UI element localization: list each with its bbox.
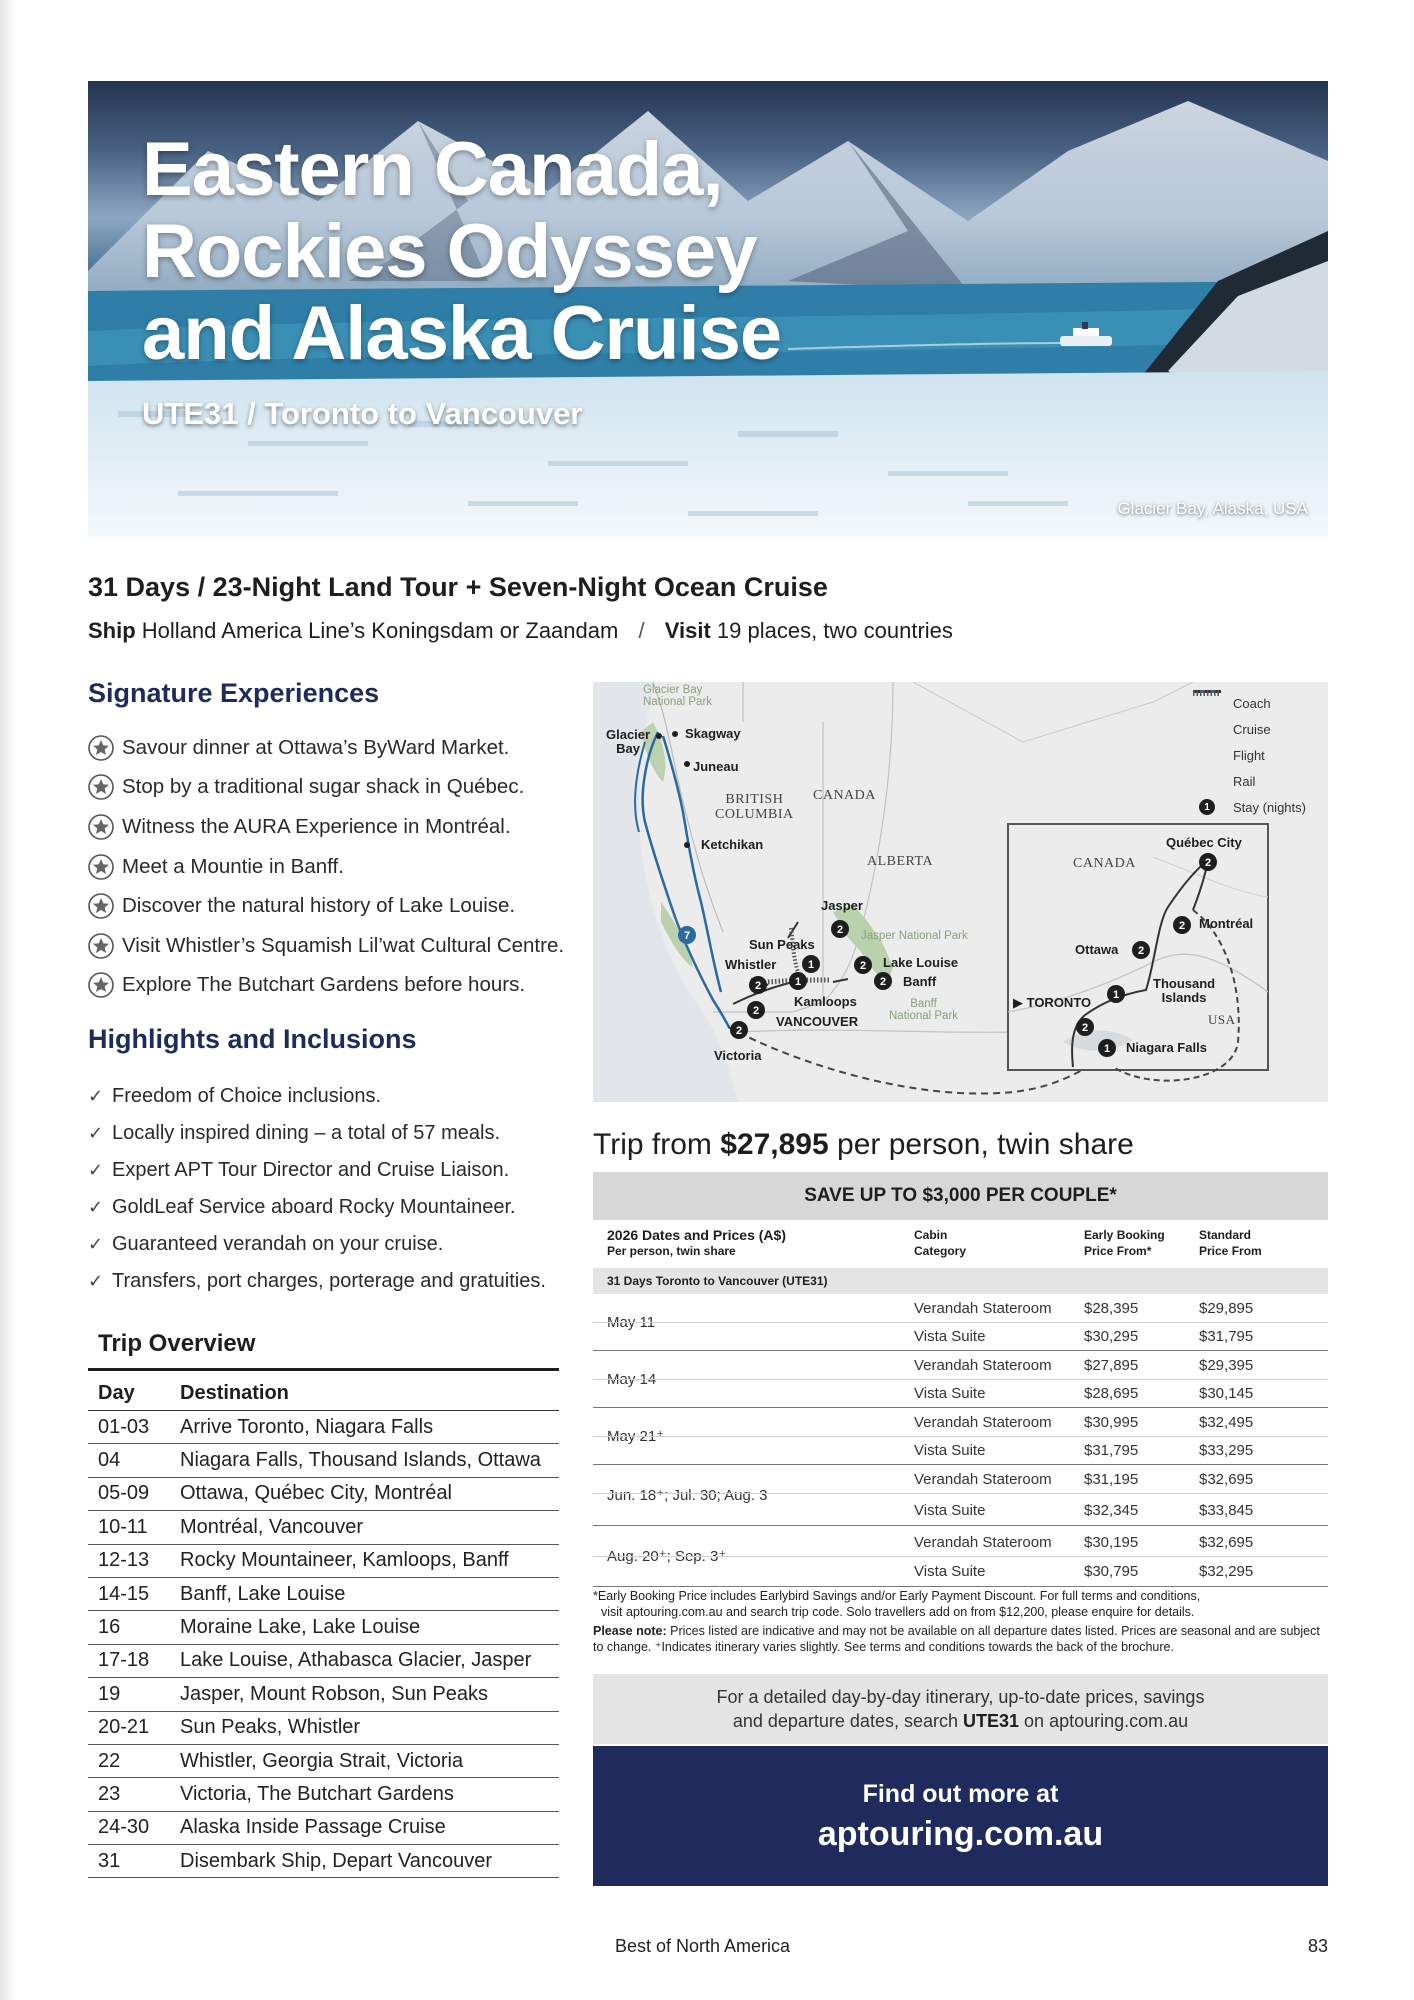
list-item <box>88 886 564 926</box>
legend-cruise <box>1193 716 1306 742</box>
vancouver-label: VANCOUVER <box>776 1014 859 1029</box>
day-cell: 01-03 <box>88 1411 170 1444</box>
save-banner: SAVE UP TO $3,000 PER COUPLE* <box>593 1172 1328 1220</box>
departure-date: Jun. 18⁺; Jul. 30; Aug. 3 <box>607 1487 768 1504</box>
table-row <box>593 1322 1328 1350</box>
destination-cell: Disembark Ship, Depart Vancouver <box>170 1845 559 1878</box>
header-standard <box>1199 1227 1262 1259</box>
day-cell: 17-18 <box>88 1644 170 1677</box>
early-price-cell: $28,395 <box>1084 1299 1139 1317</box>
list-item <box>88 1263 546 1300</box>
cta-website-link[interactable]: aptouring.com.au <box>817 1815 1104 1853</box>
header-subtext: Price From <box>1199 1244 1262 1258</box>
visit-count: 19 places, two countries <box>716 618 953 643</box>
day-cell: 24-30 <box>88 1811 170 1844</box>
standard-price-cell: $30,145 <box>1199 1384 1254 1402</box>
legend-label: Flight <box>1233 747 1265 763</box>
list-item <box>88 966 564 1006</box>
destination-cell: Ottawa, Québec City, Montréal <box>170 1477 559 1510</box>
destination-cell: Alaska Inside Passage Cruise <box>170 1811 559 1844</box>
place-label-line: Bay <box>616 741 640 756</box>
table-row <box>593 1528 1328 1557</box>
header-cabin <box>914 1227 966 1259</box>
destination-cell: Lake Louise, Athabasca Glacier, Jasper <box>170 1644 559 1677</box>
detail-line-2-prefix: and departure dates, search <box>732 1711 958 1731</box>
stay-badge-jasper: 2 <box>836 924 844 936</box>
cabin-cell: Vista Suite <box>914 1562 986 1580</box>
table-row <box>88 1444 559 1477</box>
trip-title <box>142 129 1042 375</box>
highlight-text: GoldLeaf Service aboard Rocky Mountaineer. <box>112 1196 516 1218</box>
departure-group <box>593 1408 1328 1465</box>
fine-print-label: Please note: <box>593 1624 667 1638</box>
standard-price-cell: $29,395 <box>1199 1356 1254 1374</box>
detail-search-box <box>593 1674 1328 1744</box>
list-item <box>88 1078 546 1115</box>
cabin-cell: Verandah Stateroom <box>914 1470 1052 1488</box>
table-row <box>593 1379 1328 1407</box>
map-legend <box>1193 690 1306 820</box>
early-price-cell: $32,345 <box>1084 1501 1139 1519</box>
star-badge-icon <box>88 774 114 800</box>
cta-line-1: Find out more at <box>862 1780 1059 1808</box>
star-badge-icon <box>88 933 114 959</box>
departure-group <box>593 1294 1328 1351</box>
departure-group <box>593 1526 1328 1587</box>
trip-overview-heading: Trip Overview <box>98 1330 256 1357</box>
highlight-text: Freedom of Choice inclusions. <box>112 1085 382 1107</box>
departure-date: May 21⁺ <box>607 1428 665 1445</box>
table-header-row <box>88 1376 559 1411</box>
lake-louise-label: Lake Louise <box>883 955 959 970</box>
destination-cell: Montréal, Vancouver <box>170 1511 559 1544</box>
cabin-cell: Vista Suite <box>914 1384 986 1402</box>
standard-price-cell: $32,695 <box>1199 1470 1254 1488</box>
detail-line-1: For a detailed day-by-day itinerary, up-to-date prices, savings <box>716 1687 1205 1707</box>
price-amount: $27,895 <box>720 1128 829 1161</box>
inset-canada-label: CANADA <box>1073 856 1136 871</box>
standard-price-cell: $32,495 <box>1199 1413 1254 1431</box>
destination-cell: Sun Peaks, Whistler <box>170 1711 559 1744</box>
rail-line-icon <box>1193 690 1221 696</box>
stay-badge-victoria: 2 <box>735 1025 743 1037</box>
canada-label: CANADA <box>813 788 876 803</box>
departure-date: May 11 <box>607 1313 656 1331</box>
banff-label: Banff <box>903 974 937 989</box>
table-row <box>88 1811 559 1844</box>
list-item <box>88 847 564 887</box>
detail-trip-code: UTE31 <box>963 1711 1020 1731</box>
destination-cell: Rocky Mountaineer, Kamloops, Banff <box>170 1544 559 1577</box>
whistler-label: Whistler <box>725 957 777 972</box>
highlights-list <box>88 1078 546 1300</box>
table-row <box>88 1511 559 1544</box>
day-cell: 14-15 <box>88 1577 170 1610</box>
list-item <box>88 807 564 847</box>
list-item <box>88 768 564 808</box>
day-cell: 10-11 <box>88 1511 170 1544</box>
place-label-line: Glacier <box>606 727 651 742</box>
destination-cell: Victoria, The Butchart Gardens <box>170 1778 559 1811</box>
signature-text: Visit Whistler’s Squamish Lil’wat Cultural Centre. <box>122 933 565 957</box>
header-text: 2026 Dates and Prices (A$) <box>607 1227 786 1243</box>
glacier-bay-park-label <box>643 684 712 708</box>
table-row <box>593 1408 1328 1437</box>
standard-price-cell: $32,695 <box>1199 1533 1254 1551</box>
stay-badge-banff: 2 <box>879 976 887 988</box>
sun-peaks-label: Sun Peaks <box>749 937 815 952</box>
thousand-islands-label <box>1153 977 1215 1005</box>
legend-label: Stay (nights) <box>1233 799 1306 815</box>
departure-group <box>593 1465 1328 1526</box>
day-cell: 23 <box>88 1778 170 1811</box>
legend-rail <box>1193 768 1306 794</box>
star-badge-icon <box>88 854 114 880</box>
table-row <box>593 1557 1328 1585</box>
early-price-cell: $30,795 <box>1084 1562 1139 1580</box>
cabin-cell: Verandah Stateroom <box>914 1356 1052 1374</box>
legend-label: Rail <box>1233 773 1256 789</box>
check-icon: ✓ <box>88 1271 104 1291</box>
place-label-line: Islands <box>1161 990 1207 1005</box>
fine-print-text: *Early Booking Price includes Earlybird Savings and/or Early Payment Discount. For full terms and conditions, <box>593 1589 1201 1603</box>
cabin-cell: Vista Suite <box>914 1327 986 1345</box>
highlight-text: Locally inspired dining – a total of 57 meals. <box>112 1122 501 1144</box>
table-row <box>593 1465 1328 1494</box>
col-destination-header: Destination <box>170 1376 559 1411</box>
day-cell: 31 <box>88 1845 170 1878</box>
cabin-cell: Verandah Stateroom <box>914 1413 1052 1431</box>
day-cell: 16 <box>88 1611 170 1644</box>
find-out-more-banner[interactable] <box>593 1746 1328 1886</box>
juneau-label: Juneau <box>693 759 739 774</box>
standard-price-cell: $29,895 <box>1199 1299 1254 1317</box>
legend-label: Coach <box>1233 695 1271 711</box>
price-suffix: per person, twin share <box>837 1128 1134 1161</box>
stay-badge-lake-louise: 2 <box>859 960 867 972</box>
check-icon: ✓ <box>88 1234 104 1254</box>
stay-badge-kamloops: 1 <box>794 976 802 988</box>
kamloops-label: Kamloops <box>794 994 857 1009</box>
day-cell: 05-09 <box>88 1477 170 1510</box>
header-subtext: Per person, twin share <box>607 1244 736 1258</box>
fine-print-note <box>593 1623 1328 1655</box>
list-item <box>88 926 564 966</box>
check-icon: ✓ <box>88 1086 104 1106</box>
star-badge-icon <box>88 735 114 761</box>
highlight-text: Guaranteed verandah on your cruise. <box>112 1233 444 1255</box>
british-columbia-label <box>715 792 794 822</box>
region-label-line: BRITISH <box>725 792 784 807</box>
stay-badge-whistler: 2 <box>754 980 762 992</box>
destination-cell: Banff, Lake Louise <box>170 1577 559 1610</box>
early-price-cell: $27,895 <box>1084 1356 1139 1374</box>
montreal-label: Montréal <box>1199 916 1254 931</box>
header-text: Cabin <box>914 1228 948 1242</box>
place-label-line: Thousand <box>1153 976 1216 991</box>
list-item <box>88 728 564 768</box>
stay-badge-sun-peaks: 1 <box>807 959 815 971</box>
quebec-city-label: Québec City <box>1166 835 1242 850</box>
stay-badge-ottawa: 2 <box>1137 945 1145 957</box>
destination-cell: Moraine Lake, Lake Louise <box>170 1611 559 1644</box>
ship-visit-line <box>88 618 953 644</box>
jasper-park-label: Jasper National Park <box>861 930 968 942</box>
highlight-text: Expert APT Tour Director and Cruise Liaison. <box>112 1159 510 1181</box>
usa-label: USA <box>1208 1012 1236 1027</box>
header-dates <box>607 1227 786 1259</box>
header-subtext: Price From* <box>1084 1244 1152 1258</box>
destination-cell: Niagara Falls, Thousand Islands, Ottawa <box>170 1444 559 1477</box>
niagara-falls-label: Niagara Falls <box>1126 1040 1207 1055</box>
signature-experiences-list <box>88 728 564 1005</box>
table-row <box>88 1544 559 1577</box>
table-row <box>88 1678 559 1711</box>
day-cell: 04 <box>88 1444 170 1477</box>
stay-badge-vancouver: 2 <box>752 1005 760 1017</box>
ketchikan-label: Ketchikan <box>701 837 764 852</box>
star-badge-icon <box>88 893 114 919</box>
ship-name: Holland America Line’s Koningsdam or Zaandam <box>141 618 619 643</box>
table-row <box>88 1477 559 1510</box>
table-row <box>88 1845 559 1878</box>
destination-cell: Arrive Toronto, Niagara Falls <box>170 1411 559 1444</box>
cabin-cell: Vista Suite <box>914 1441 986 1459</box>
day-cell: 19 <box>88 1678 170 1711</box>
signature-text: Witness the AURA Experience in Montréal. <box>122 814 511 838</box>
early-price-cell: $31,195 <box>1084 1470 1139 1488</box>
signature-text: Meet a Mountie in Banff. <box>122 854 344 878</box>
day-cell: 20-21 <box>88 1711 170 1744</box>
price-prefix: Trip from <box>593 1128 712 1161</box>
table-row <box>88 1611 559 1644</box>
list-item <box>88 1226 546 1263</box>
table-row <box>88 1644 559 1677</box>
departure-date: Aug. 20⁺; Sep. 3⁺ <box>607 1548 727 1565</box>
list-item <box>88 1152 546 1189</box>
highlights-heading: Highlights and Inclusions <box>88 1024 417 1054</box>
check-icon: ✓ <box>88 1160 104 1180</box>
check-icon: ✓ <box>88 1197 104 1217</box>
table-row <box>593 1496 1328 1524</box>
table-row <box>593 1436 1328 1464</box>
overview-rule <box>88 1368 559 1371</box>
trip-price-line <box>593 1128 1134 1162</box>
day-cell: 12-13 <box>88 1544 170 1577</box>
signature-text: Discover the natural history of Lake Louise. <box>122 894 516 918</box>
highlight-text: Transfers, port charges, porterage and gratuities. <box>112 1270 546 1292</box>
stay-badge-toronto: 2 <box>1081 1022 1089 1034</box>
early-price-cell: $30,995 <box>1084 1413 1139 1431</box>
stay-badge-montreal: 2 <box>1178 920 1186 932</box>
cabin-cell: Vista Suite <box>914 1501 986 1519</box>
star-badge-icon <box>88 972 114 998</box>
standard-price-cell: $33,845 <box>1199 1501 1254 1519</box>
signature-text: Savour dinner at Ottawa’s ByWard Market. <box>122 735 510 759</box>
table-row <box>593 1294 1328 1323</box>
park-label-line: National Park <box>643 696 713 708</box>
legend-label: Cruise <box>1233 721 1271 737</box>
standard-price-cell: $32,295 <box>1199 1562 1254 1580</box>
col-day-header: Day <box>88 1376 170 1411</box>
header-text: Early Booking <box>1084 1228 1165 1242</box>
title-line-1: Eastern Canada, <box>142 127 723 212</box>
stay-badge-thousand-islands: 1 <box>1112 989 1120 1001</box>
skagway-label: Skagway <box>685 726 741 741</box>
trip-code-route: UTE31 / Toronto to Vancouver <box>142 396 583 431</box>
header-text: Standard <box>1199 1228 1252 1242</box>
region-label-line: COLUMBIA <box>715 807 794 822</box>
fine-print-text: visit aptouring.com.au and search trip code. Solo travellers add on from $12,200, please enquire for details. <box>601 1605 1195 1619</box>
early-price-cell: $30,195 <box>1084 1533 1139 1551</box>
separator: / <box>638 618 645 643</box>
stay-badge-cruise: 7 <box>683 930 691 942</box>
trip-overview-table <box>88 1376 559 1878</box>
header-subtext: Category <box>914 1244 967 1258</box>
early-price-cell: $28,695 <box>1084 1384 1139 1402</box>
signature-text: Stop by a traditional sugar shack in Québec. <box>122 775 525 799</box>
early-price-cell: $31,795 <box>1084 1441 1139 1459</box>
page-edge-shadow <box>0 0 16 2000</box>
table-row <box>88 1711 559 1744</box>
jasper-label: Jasper <box>821 898 863 913</box>
fine-print <box>593 1588 1328 1655</box>
early-price-cell: $30,295 <box>1084 1327 1139 1345</box>
legend-flight <box>1193 742 1306 768</box>
park-label-line: Banff <box>910 998 937 1010</box>
list-item <box>88 1189 546 1226</box>
park-label-line: National Park <box>889 1010 959 1022</box>
route-map <box>593 682 1328 1102</box>
stay-badge-quebec: 2 <box>1204 857 1212 869</box>
cabin-cell: Verandah Stateroom <box>914 1533 1052 1551</box>
departure-group <box>593 1351 1328 1408</box>
signature-experiences-heading: Signature Experiences <box>88 678 380 708</box>
price-table-trip-name: 31 Days Toronto to Vancouver (UTE31) <box>593 1268 1328 1294</box>
table-row <box>593 1351 1328 1380</box>
toronto-text: TORONTO <box>1026 995 1092 1010</box>
trip-duration: 31 Days / 23-Night Land Tour + Seven-Night Ocean Cruise <box>88 572 828 602</box>
standard-price-cell: $31,795 <box>1199 1327 1254 1345</box>
star-badge-icon <box>88 814 114 840</box>
park-label-line: Glacier Bay <box>643 684 703 696</box>
photo-credit: Glacier Bay, Alaska, USA <box>1117 499 1308 518</box>
price-table-header <box>593 1220 1328 1268</box>
ottawa-label: Ottawa <box>1075 942 1119 957</box>
visit-label: Visit <box>664 618 711 643</box>
table-row <box>88 1577 559 1610</box>
victoria-label: Victoria <box>714 1048 762 1063</box>
title-line-3: and Alaska Cruise <box>142 291 782 376</box>
hero-banner <box>88 81 1328 537</box>
banff-park-label <box>889 998 958 1022</box>
table-row <box>88 1411 559 1444</box>
departure-date: May 14 <box>607 1370 657 1388</box>
legend-stay <box>1193 794 1306 820</box>
price-table <box>593 1220 1328 1587</box>
cabin-cell: Verandah Stateroom <box>914 1299 1052 1317</box>
signature-text: Explore The Butchart Gardens before hours. <box>122 973 526 997</box>
table-row <box>88 1778 559 1811</box>
toronto-label: ▶ TORONTO <box>1013 995 1092 1010</box>
fine-print-text: Prices listed are indicative and may not be available on all departure dates listed. Prices are seasonal and are subject to change. ⁺Indicates itinerary varies slightly. See terms and conditions towards the back of the brochure. <box>593 1624 1320 1654</box>
stay-badge-icon: 1 <box>1199 799 1215 815</box>
detail-line-2-suffix: on aptouring.com.au <box>1024 1711 1189 1731</box>
fine-print-early <box>593 1588 1328 1620</box>
standard-price-cell: $33,295 <box>1199 1441 1254 1459</box>
table-row <box>88 1744 559 1777</box>
check-icon: ✓ <box>88 1123 104 1143</box>
list-item <box>88 1115 546 1152</box>
alberta-label: ALBERTA <box>867 854 934 869</box>
glacier-bay-label <box>606 728 650 756</box>
stay-badge-niagara: 1 <box>1103 1043 1111 1055</box>
ship-label: Ship <box>88 618 136 643</box>
destination-cell: Jasper, Mount Robson, Sun Peaks <box>170 1678 559 1711</box>
destination-cell: Whistler, Georgia Strait, Victoria <box>170 1744 559 1777</box>
footer-section-title: Best of North America <box>615 1936 791 1956</box>
footer-page-number: 83 <box>1307 1936 1328 1956</box>
day-cell: 22 <box>88 1744 170 1777</box>
header-early-booking <box>1084 1227 1165 1259</box>
title-line-2: Rockies Odyssey <box>142 209 757 294</box>
